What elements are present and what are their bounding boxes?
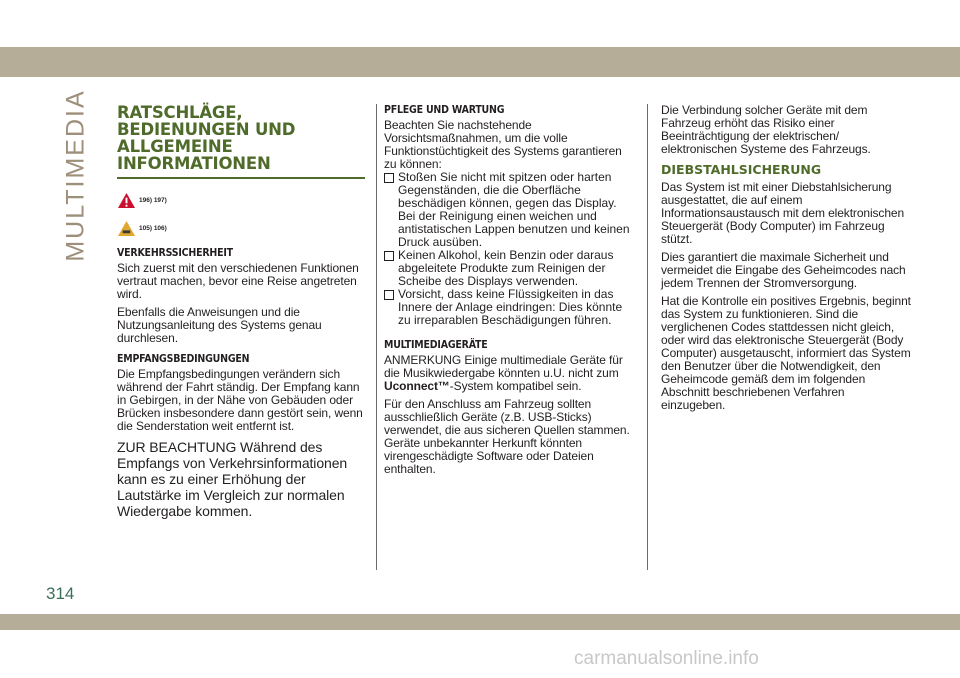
- warning-reference: [117, 189, 365, 211]
- column-divider-2: [647, 104, 648, 570]
- paragraph: Dies garantiert die maximale Sicherheit und vermeidet die Eingabe des Geheimcodes nach jedem Trennen der Stromversorgung.: [661, 250, 906, 290]
- paragraph: Hat die Kontrolle ein positives Ergebnis, beginnt das System zu funktionieren. Sind die verglichenen Codes stattdessen nicht gleich, oder wird das elektronische Steuergerät (Body Computer) ausgetauscht, informiert das System den Benutzer über die Notwendigkeit, den Geheimcode gemäß dem im folgenden Abschnitt beschriebenen Verfahren einzugeben.: [661, 294, 911, 412]
- chapter-side-tab: [61, 88, 90, 262]
- paragraph: Das System ist mit einer Diebstahlsicherung ausgestattet, die auf einem Informationsaustausch mit dem elektronischen Steuergerät (Body Computer) im Fahrzeug stützt.: [661, 180, 905, 246]
- paragraph: Ebenfalls die Anweisungen und die Nutzungsanleitung des Systems genau durchlesen.: [117, 305, 322, 345]
- section-title-line-3: ALLGEMEINE: [117, 137, 233, 156]
- paragraph: Für den Anschluss am Fahrzeug sollten ausschließlich Geräte (z.B. USB-Sticks) verwendet, die aus sicheren Quellen stammen. Geräte unbekannter Herkunft könnten virengeschädigte Software oder Dateien enthalten.: [384, 397, 630, 476]
- paragraph: Sich zuerst mit den verschiedenen Funktionen vertraut machen, bevor eine Reise angetreten wird.: [117, 261, 359, 301]
- caution-reference: [117, 217, 365, 239]
- checkbox-bullet-icon: [384, 173, 394, 183]
- column-2: [384, 104, 634, 481]
- top-header-band: [0, 47, 960, 77]
- bottom-footer-band: [0, 614, 960, 630]
- heading-multimediageraete: MULTIMEDIAGERÄTE: [384, 339, 488, 351]
- section-title-line-2: BEDIENUNGEN UND: [117, 120, 296, 139]
- page-number: 314: [46, 584, 75, 603]
- watermark-text: carmanualsonline.info: [574, 648, 759, 669]
- list-item: [384, 171, 634, 249]
- paragraph-text: ANMERKUNG Einige multimediale Geräte für die Musikwiedergabe könnten u.U. nicht zum: [384, 353, 623, 380]
- heading-pflege-und-wartung: PFLEGE UND WARTUNG: [384, 104, 505, 116]
- section-title: [117, 104, 365, 179]
- paragraph-multimedia: [384, 354, 634, 393]
- paragraph: Beachten Sie nachstehende Vorsichtsmaßnahmen, um die volle Funktionstüchtigkeit des Systems garantieren zu können:: [384, 118, 622, 171]
- column-3: [661, 104, 911, 417]
- chapter-side-tab-label: MULTIMEDIA: [61, 88, 90, 262]
- heading-empfangsbedingungen: EMPFANGSBEDINGUNGEN: [117, 353, 250, 365]
- caution-triangle-icon: [117, 220, 136, 237]
- note-paragraph: ZUR BEACHTUNG Während des Empfangs von Verkehrsinformationen kann es zu einer Erhöhung der Lautstärke im Vergleich zur normalen Wiedergabe kommen.: [117, 439, 348, 519]
- caution-reference-text: 105) 106): [139, 224, 167, 232]
- column-divider-1: [376, 104, 377, 570]
- list-item-text: Stoßen Sie nicht mit spitzen oder harten Gegenständen, die die Oberfläche beschädigen können, gegen das Display. Bei der Reinigung einen weichen und antistatischen Lappen benutzen und keinen Druck ausüben.: [398, 170, 630, 249]
- heading-diebstahlsicherung: DIEBSTAHLSICHERUNG: [661, 162, 822, 177]
- list-item: [384, 288, 634, 327]
- warning-triangle-icon: [117, 192, 136, 209]
- section-title-line-1: RATSCHLÄGE,: [117, 103, 243, 122]
- paragraph: Die Verbindung solcher Geräte mit dem Fahrzeug erhöht das Risiko einer Beeinträchtigung der elektrischen/ elektronischen Systeme des Fahrzeugs.: [661, 103, 871, 156]
- section-title-line-4: INFORMATIONEN: [117, 154, 271, 173]
- checkbox-bullet-icon: [384, 251, 394, 261]
- warning-reference-text: 196) 197): [139, 196, 167, 204]
- paragraph: Die Empfangsbedingungen verändern sich während der Fahrt ständig. Der Empfang kann in Gebirgen, in der Nähe von Gebäuden oder Brücken insbesondere dann gestört sein, wenn die Senderstation weit entfernt ist.: [117, 367, 363, 433]
- column-1: [117, 104, 365, 524]
- list-item-text: Keinen Alkohol, kein Benzin oder daraus abgeleitete Produkte zum Reinigen der Scheibe des Displays verwenden.: [398, 248, 614, 288]
- list-item-text: Vorsicht, dass keine Flüssigkeiten in das Innere der Anlage eindringen: Dies könnte zu irreparablen Beschädigungen führen.: [398, 287, 623, 327]
- list-item: [384, 249, 634, 288]
- checkbox-bullet-icon: [384, 290, 394, 300]
- heading-verkehrssicherheit: VERKEHRSSICHERHEIT: [117, 247, 233, 259]
- paragraph-text: -System kompatibel sein.: [449, 379, 582, 393]
- uconnect-brand-text: Uconnect™: [384, 379, 450, 393]
